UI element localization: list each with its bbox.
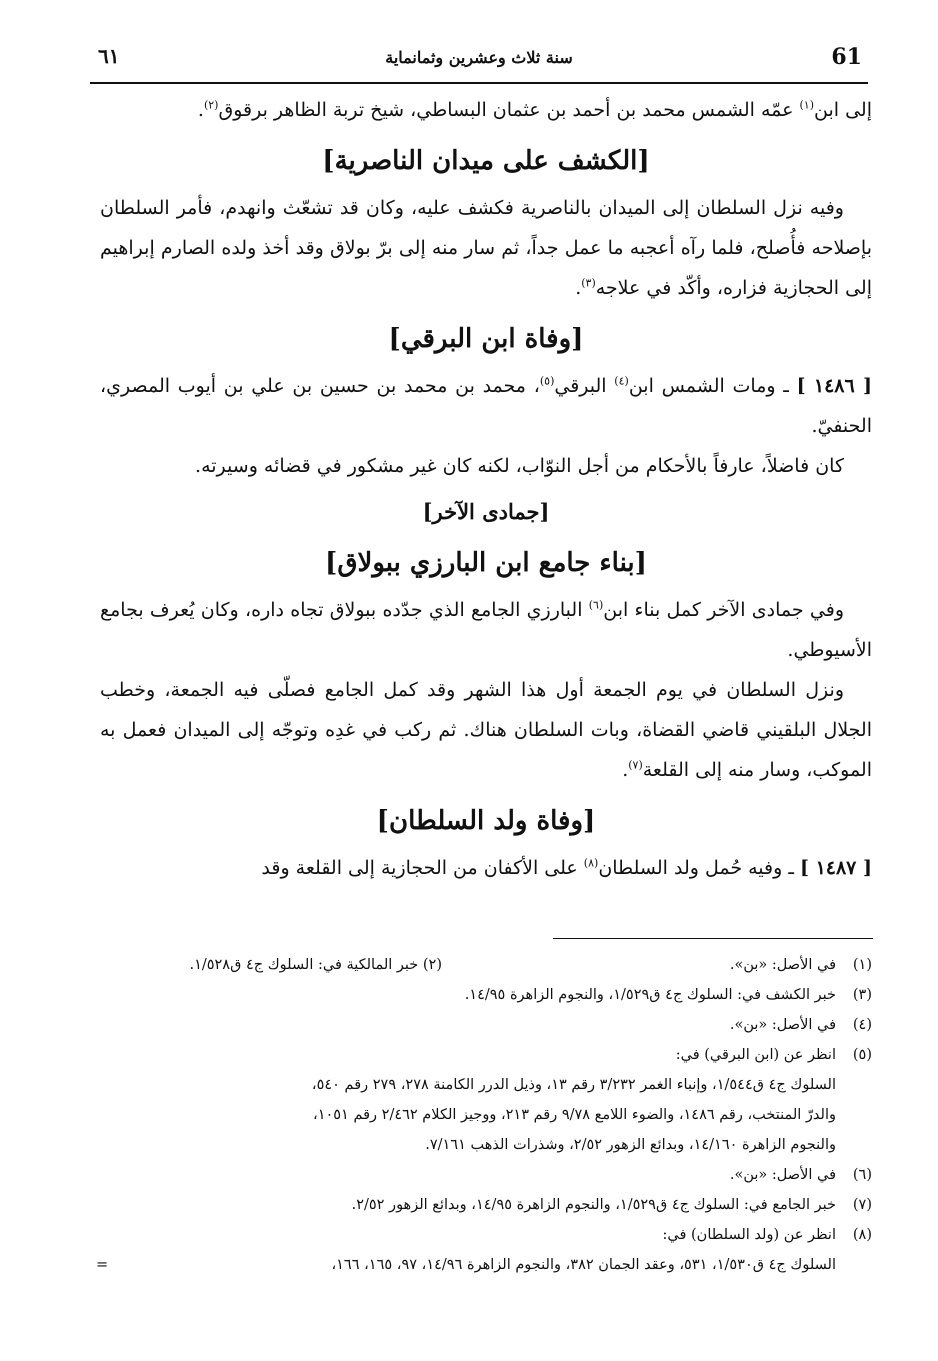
paragraph-kashf: وفيه نزل السلطان إلى الميدان بالناصرية فكشف عليه، وكان قد تشعّث وانهدم، فأمر السلطان بإصلاحه فأُصلح، فلما رآه أعجبه ما عمل جداً، ثم سار منه إلى برّ بولاق وقد أخذ ولده الصارم إبراهيم إلى الحجازية فزاره، وأكّد في علاجه$^{(٣)}$. (100, 197, 872, 299)
section-heading-ibn-barqi: [وفاة ابن البرقي] (388, 324, 584, 354)
footnote-ref: (٣) (581, 276, 596, 290)
section-heading-jami: [بناء جامع ابن البارزي ببولاق] (325, 548, 647, 578)
footnote-5-line: السلوك ج٤ ق١/٥٤٤، وإنباء الغمر ٣/٢٣٢ رقم ١٣، وذيل الدرر الكامنة ٢٧٨، ٢٧٩ رقم ٥٤٠، (311, 1077, 836, 1093)
footnote-8-line: السلوك ج٤ ق١/٥٣٠، ٥٣١، وعقد الجمان ٣٨٢، والنجوم الزاهرة ١٤/٩٦، ٩٧، ١٦٥، ١٦٦، = (96, 1250, 872, 1280)
entry-number: [ ١٤٨٦ ] (796, 375, 872, 397)
footnote-4: (٤)في الأصل: «بن». (729, 1017, 872, 1033)
entry-number: [ ١٤٨٧ ] (799, 857, 872, 879)
section-heading-kashf: [الكشف على ميدان الناصرية] (322, 146, 650, 176)
footnote-5-line: والدرّ المنتخب، رقم ١٤٨٦، والضوء اللامع ٩/٧٨ رقم ٢١٣، ووجيز الكلام ٢/٤٦٢ رقم ١٠٥١، (313, 1107, 836, 1123)
paragraph-ibn-barqi-bio: كان فاضلاً، عارفاً بالأحكام من أجل النوّاب، لكنه كان غير مشكور في قضائه وسيرته. (195, 455, 844, 477)
paragraph-intro: إلى ابن$^{(١)}$ عمّه الشمس محمد بن أحمد بن عثمان البساطي، شيخ تربة الظاهر برقوق$^{(٢)}$. (197, 98, 872, 121)
running-header (90, 38, 868, 84)
footnote-ref: (١) (799, 98, 815, 112)
footnote-ref: (٧) (628, 758, 643, 772)
entry-1487: [ ١٤٨٧ ] ـ وفيه حُمل ولد السلطان$^{(٨)}$ على الأكفان من الحجازية إلى القلعة وقد (261, 856, 872, 879)
footnote-3: (٣)خبر الكشف في: السلوك ج٤ ق١/٥٢٩، والنجوم الزاهرة ١٤/٩٥. (464, 987, 872, 1003)
section-heading-sultan-son: [وفاة ولد السلطان] (376, 806, 596, 836)
entry-1486: [ ١٤٨٦ ] ـ ومات الشمس ابن$^{(٤)}$ البرقي$^{(٥)}$، محمد بن محمد بن حسين بن علي بن أيوب المصري، الحنفيّ. (100, 374, 872, 437)
month-heading: [جمادى الآخر] (422, 499, 550, 524)
paragraph-sultan-friday: ونزل السلطان في يوم الجمعة أول هذا الشهر وقد كمل الجامع فصلّى فيه الجمعة، وخطب الجلال البلقيني قاضي القضاة، وبات السلطان هناك. ثم ركب في غدِه وتوجّه إلى الميدان فعمل به الموكب، وسار منه إلى القلعة$^{(٧)}$. (100, 679, 872, 781)
footnote-ref: (٢) (203, 98, 219, 112)
footnote-1-2: (١)في الأصل: «بن». (٢) خبر المالكية في: السلوك ج٤ ق١/٥٢٨. (96, 950, 872, 980)
footnote-5-line: والنجوم الزاهرة ١٤/١٦٠، وبدائع الزهور ٢/٥٢، وشذرات الذهب ٧/١٦١. (425, 1137, 836, 1153)
running-title: سنة ثلاث وعشرين وثمانماية (385, 48, 573, 67)
header-rule (90, 82, 868, 84)
continuation-mark: = (96, 1257, 109, 1273)
footnote-6: (٦)في الأصل: «بن». (729, 1167, 872, 1183)
footnote-ref: (٤) (614, 374, 629, 388)
footnote-7: (٧)خبر الجامع في: السلوك ج٤ ق١/٥٢٩، والنجوم الزاهرة ١٤/٩٥، وبدائع الزهور ٢/٥٢. (351, 1197, 872, 1213)
page-number-latin: 61 (831, 44, 862, 70)
main-text (100, 90, 872, 888)
footnote-ref: (٨) (583, 856, 599, 870)
footnote-ref: (٥) (539, 374, 555, 388)
footnote-8: (٨)انظر عن (ولد السلطان) في: (662, 1227, 872, 1243)
footnote-2: (٢) خبر المالكية في: السلوك ج٤ ق١/٥٢٨. (189, 957, 442, 973)
page-number-arabic: ٦١ (98, 44, 120, 68)
paragraph-jami: وفي جمادى الآخر كمل بناء ابن$^{(٦)}$ البارزي الجامع الذي جدّده ببولاق تجاه داره، وكان يُعرف بجامع الأسيوطي. (100, 598, 872, 661)
footnote-5: (٥)انظر عن (ابن البرقي) في: (675, 1047, 872, 1063)
footnote-rule (553, 938, 873, 939)
footnote-ref: (٦) (588, 598, 604, 612)
footnotes (96, 950, 872, 1280)
